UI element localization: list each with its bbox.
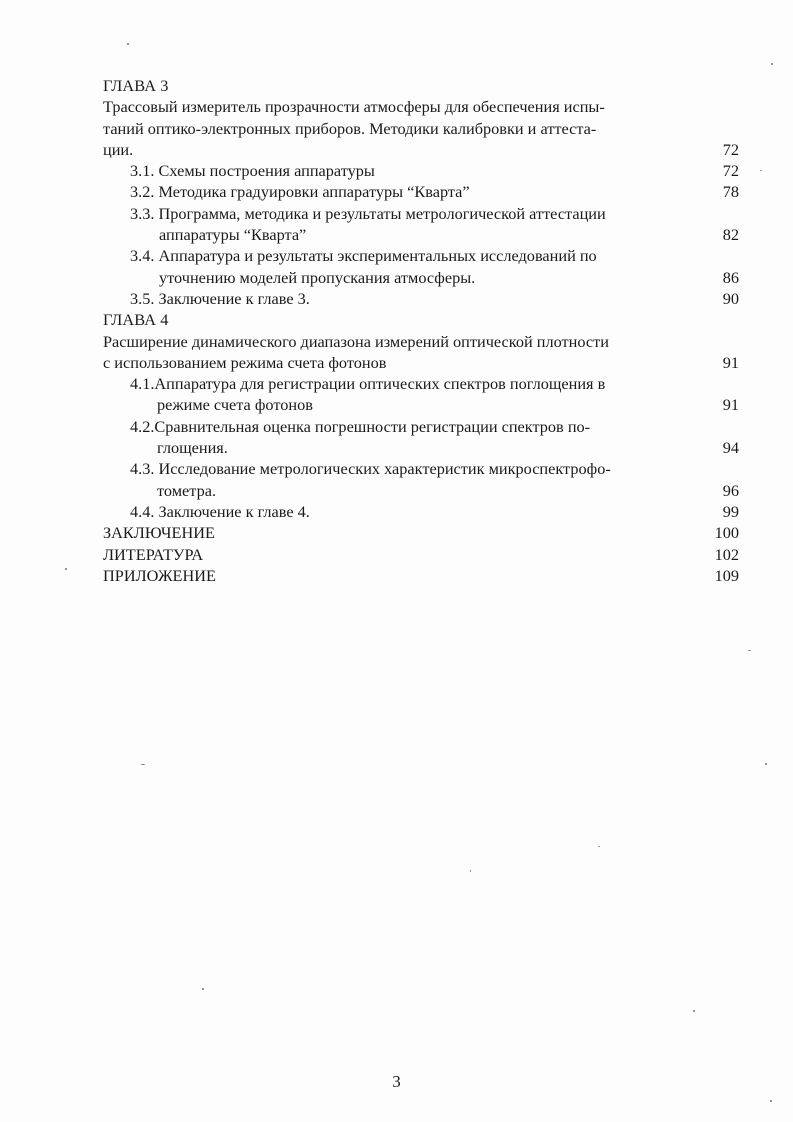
section-3-2-page: 78 — [722, 182, 739, 202]
scan-speck — [771, 63, 773, 65]
toc-section-4-1[interactable] — [103, 373, 739, 416]
section-3-3-line-2: аппаратуры “Кварта” — [159, 225, 307, 245]
section-3-3-page: 82 — [722, 225, 739, 245]
section-4-2-line-1: 4.2.Сравнительная оценка погрешности регистрации спектров по- — [130, 416, 591, 436]
section-4-1-line-2: режиме счета фотонов — [157, 395, 313, 415]
section-3-1-text: 3.1. Схемы построения аппаратуры — [130, 161, 375, 181]
appendix-text: ПРИЛОЖЕНИЕ — [103, 565, 216, 585]
section-3-3-line-1: 3.3. Программа, методика и результаты метрологической аттестации — [130, 203, 606, 223]
toc-section-3-2[interactable] — [103, 181, 739, 202]
scan-speck — [765, 763, 767, 765]
section-3-2-text: 3.2. Методика градуировки аппаратуры “Кварта” — [130, 182, 470, 202]
chapter-3-title-line-3: ции. — [103, 139, 134, 159]
literature-page: 102 — [714, 544, 739, 564]
toc-section-3-5[interactable] — [103, 288, 739, 309]
toc-chapter-3-label — [103, 75, 739, 96]
conclusion-text: ЗАКЛЮЧЕНИЕ — [103, 523, 215, 543]
section-4-4-page: 99 — [722, 501, 739, 521]
chapter-4-title-line-2: с использованием режима счета фотонов — [103, 352, 387, 372]
toc-chapter-3-title[interactable] — [103, 96, 739, 160]
chapter-3-title-line-2: таний оптико-электронных приборов. Методики калибровки и аттеста- — [103, 118, 597, 138]
section-3-4-line-1: 3.4. Аппаратура и результаты экспериментальных исследований по — [130, 246, 597, 266]
section-4-1-page: 91 — [722, 395, 739, 415]
section-3-1-page: 72 — [722, 161, 739, 181]
table-of-contents — [103, 75, 739, 586]
section-4-3-line-1: 4.3. Исследование метрологических характеристик микроспектрофо- — [130, 459, 611, 479]
scan-speck — [202, 988, 204, 990]
toc-chapter-4-label — [103, 309, 739, 330]
scan-speck — [748, 650, 751, 651]
section-3-4-page: 86 — [722, 267, 739, 287]
conclusion-page: 100 — [714, 523, 739, 543]
scan-speck — [598, 846, 600, 847]
scan-speck — [65, 568, 67, 570]
chapter-3-label: ГЛАВА 3 — [103, 76, 169, 95]
section-4-2-page: 94 — [722, 438, 739, 458]
scan-speck — [770, 1100, 772, 1102]
page-number: 3 — [392, 1072, 401, 1091]
section-4-4-text: 4.4. Заключение к главе 4. — [130, 501, 310, 521]
section-4-1-line-1: 4.1.Аппаратура для регистрации оптических спектров поглощения в — [130, 374, 606, 394]
section-4-2-line-2: глощения. — [157, 438, 228, 458]
scan-speck — [470, 870, 471, 872]
toc-section-4-2[interactable] — [103, 416, 739, 459]
scan-speck — [141, 764, 145, 765]
toc-chapter-4-title[interactable] — [103, 331, 739, 374]
toc-section-3-3[interactable] — [103, 203, 739, 246]
literature-text: ЛИТЕРАТУРА — [103, 544, 204, 564]
section-3-5-page: 90 — [722, 288, 739, 308]
section-4-3-page: 96 — [722, 480, 739, 500]
toc-section-3-1[interactable] — [103, 160, 739, 181]
chapter-4-label: ГЛАВА 4 — [103, 310, 169, 330]
chapter-4-page: 91 — [722, 352, 739, 372]
toc-section-3-4[interactable] — [103, 245, 739, 288]
section-3-4-line-2: уточнению моделей пропускания атмосферы. — [159, 267, 476, 287]
scan-speck — [693, 1010, 695, 1012]
section-3-5-text: 3.5. Заключение к главе 3. — [130, 288, 310, 308]
toc-appendix[interactable] — [103, 565, 739, 586]
scan-speck — [760, 170, 762, 171]
toc-section-4-3[interactable] — [103, 458, 739, 501]
toc-conclusion[interactable] — [103, 522, 739, 543]
toc-literature[interactable] — [103, 544, 739, 565]
chapter-4-title-line-1: Расширение динамического диапазона измерений оптической плотности — [103, 331, 609, 351]
toc-section-4-4[interactable] — [103, 501, 739, 522]
appendix-page: 109 — [714, 565, 739, 585]
chapter-3-page: 72 — [722, 139, 739, 159]
section-4-3-line-2: тометра. — [157, 480, 217, 500]
chapter-3-title-line-1: Трассовый измеритель прозрачности атмосферы для обеспечения испы- — [103, 97, 605, 117]
scan-speck — [127, 43, 129, 45]
